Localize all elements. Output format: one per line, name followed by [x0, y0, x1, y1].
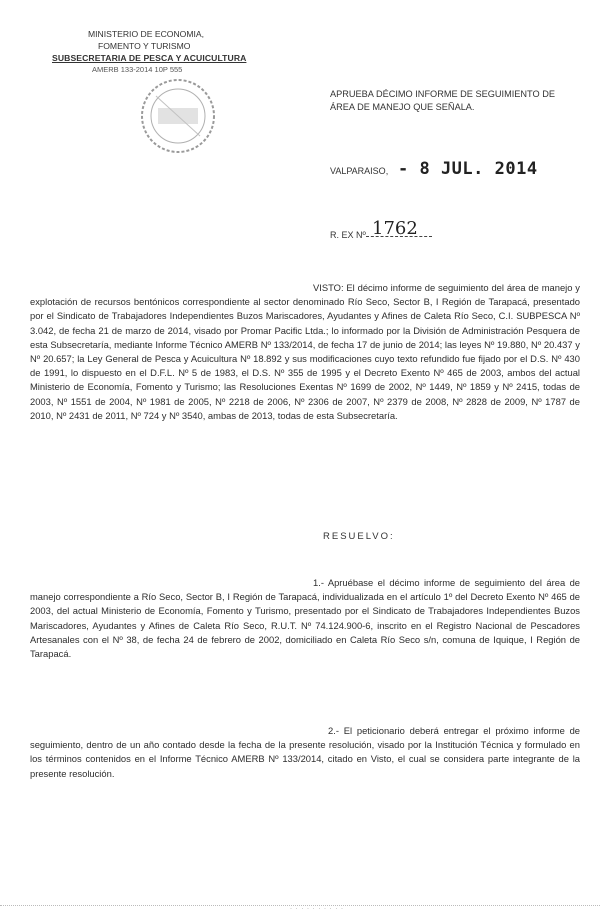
city-label: VALPARAISO,	[330, 166, 389, 176]
resolution-article-2: 2.- El peticionario deberá entregar el próximo informe de seguimiento, dentro de un año contado desde la fecha de la presente resolución, visado por la Institución Técnica y formulado en los términos contenidos en el Informe Técnico AMERB Nº 133/2014, citado en Visto, el cual se considera parte integrante de la presente resolución.	[30, 725, 580, 779]
reference-code: AMERB 133-2014 10P 555	[92, 65, 183, 74]
official-seal-stamp	[138, 76, 218, 156]
ministry-line-2: FOMENTO Y TURISMO	[98, 41, 191, 51]
subsecretaria-line: SUBSECRETARIA DE PESCA Y ACUICULTURA	[52, 53, 247, 63]
visto-paragraph: VISTO: El décimo informe de seguimiento del área de manejo y explotación de recursos bentónicos correspondiente al sector denominado Río Seco, Sector B, I Región de Tarapacá, presentado por el Sindicato de Trabajadores Independientes Buzos Mariscadores, Ayudantes y Afines de Caleta Río Seco, C.I. SUBPESCA Nº 3.042, de fecha 21 de marzo de 2014, visado por Promar Pacific Ltda.; lo informado por la División de Administración Pesquera de esta Subsecretaría, mediante Informe Técnico AMERB Nº 133/2014, de fecha 17 de junio de 2014; las leyes Nº 19.880, Nº 20.437 y Nº 20.657; la Ley General de Pesca y Acuicultura Nº 18.892 y sus modificaciones cuyo texto refundido fue fijado por el D.S. Nº 430 de 1991, lo dispuesto en el D.F.L. Nº 5 de 1983, el D.S. Nº 355 de 1995 y el Decreto Exento Nº 465 de 2003, ambos del actual Ministerio de Economía, Fomento y Turismo; las Resoluciones Exentas Nº 1699 de 2002, Nº 1449, Nº 1859 y Nº 2415, todas de 2003, Nº 1551 de 2004, Nº 1981 de 2005, Nº 2218 de 2006, Nº 2306 de 2007, Nº 2379 de 2008, Nº 2828 de 2009, Nº 1787 de 2010, Nº 2431 de 2011, Nº 724 y Nº 3540, ambas de 2013, todas de esta Subsecretaría.	[30, 282, 580, 421]
resolution-number-label: R. EX Nº	[330, 230, 366, 240]
resolution-number-underline	[366, 236, 432, 237]
resuelvo-heading: RESUELVO:	[323, 531, 395, 542]
resolution-subject: APRUEBA DÉCIMO INFORME DE SEGUIMIENTO DE ÁREA DE MANEJO QUE SEÑALA.	[330, 89, 555, 112]
resolution-article-1: 1.- Apruébase el décimo informe de seguimiento del área de manejo correspondiente a Río Seco, Sector B, I Región de Tarapacá, individualizada en el artículo 1º del Decreto Exento Nº 465 de 2003, del actual Ministerio de Economía, Fomento y Turismo, presentado por el Sindicato de Trabajadores Independientes Buzos Mariscadores, Ayudantes y Afines de Caleta Río Seco, R.U.T. Nº 74.124.900-6, inscrito en el Registro Nacional de Pescadores Artesanales con el Nº 38, de fecha 24 de febrero de 2002, domiciliado en Caleta Río Seco s/n, comuna de Iquique, I Región de Tarapacá.	[30, 577, 580, 660]
date-stamp: - 8 JUL. 2014	[398, 159, 538, 179]
resolution-number: 1762	[372, 218, 418, 239]
issuer-header	[52, 28, 252, 76]
footer-marks: · · · · · · · · · ·	[290, 906, 344, 912]
ministry-line: MINISTERIO DE ECONOMIA,	[88, 29, 205, 39]
